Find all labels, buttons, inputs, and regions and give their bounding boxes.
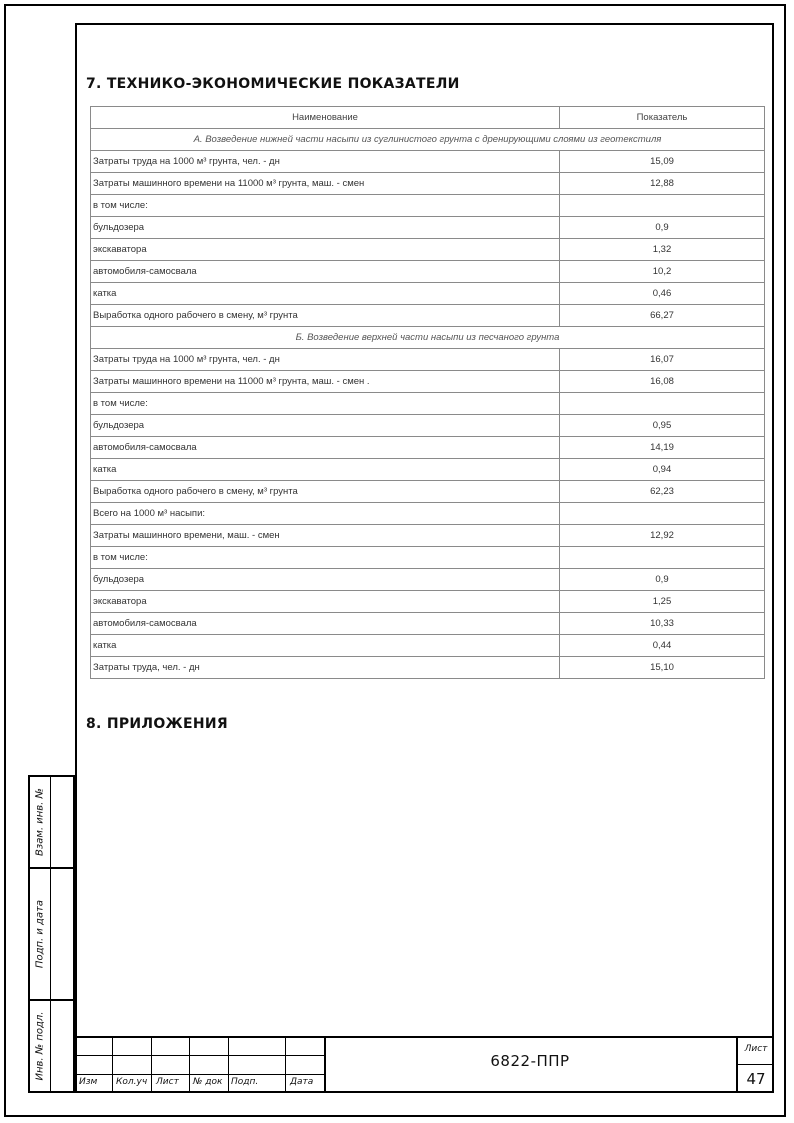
indicator-value: 16,07 (560, 349, 765, 371)
indicator-name: Всего на 1000 м³ насыпи: (91, 503, 560, 525)
indicator-value: 0,44 (560, 635, 765, 657)
table-row (91, 195, 765, 217)
indicators-table-body (91, 129, 765, 679)
indicator-name: в том числе: (91, 195, 560, 217)
section-caption: А. Возведение нижней части насыпи из суглинистого грунта с дренирующими слоями из геотекстиля (91, 129, 765, 151)
indicator-value: 0,94 (560, 459, 765, 481)
indicator-value (560, 547, 765, 569)
table-row (91, 569, 765, 591)
indicator-name: бульдозера (91, 415, 560, 437)
table-header-row (91, 107, 765, 129)
indicator-value: 1,25 (560, 591, 765, 613)
table-row (91, 459, 765, 481)
sheet-label: Лист (744, 1044, 768, 1054)
indicator-name: экскаватора (91, 591, 560, 613)
indicator-value: 15,09 (560, 151, 765, 173)
table-row (91, 217, 765, 239)
stamp-vzam-inv-label: Взам. инв. № (34, 788, 46, 856)
indicator-value: 0,9 (560, 569, 765, 591)
table-row (91, 393, 765, 415)
indicator-name: автомобиля-самосвала (91, 261, 560, 283)
tb-col-izm: Изм (79, 1077, 98, 1087)
table-row (91, 415, 765, 437)
indicator-value: 0,46 (560, 283, 765, 305)
indicator-name: бульдозера (91, 217, 560, 239)
table-row (91, 261, 765, 283)
indicator-value (560, 195, 765, 217)
table-row (91, 503, 765, 525)
indicator-name: катка (91, 635, 560, 657)
table-row (91, 173, 765, 195)
table-row (91, 239, 765, 261)
indicator-name: в том числе: (91, 393, 560, 415)
stamp-podp-data-label: Подп. и дата (34, 899, 46, 969)
indicator-name: Затраты труда, чел. - дн (91, 657, 560, 679)
table-row (91, 349, 765, 371)
table-row (91, 305, 765, 327)
indicator-value: 62,23 (560, 481, 765, 503)
table-row (91, 635, 765, 657)
indicator-name: Затраты машинного времени на 11000 м³ грунта, маш. - смен . (91, 371, 560, 393)
table-row (91, 657, 765, 679)
indicator-value: 66,27 (560, 305, 765, 327)
indicator-name: катка (91, 459, 560, 481)
indicator-name: автомобиля-самосвала (91, 613, 560, 635)
table-row (91, 547, 765, 569)
sheet-number: 47 (746, 1070, 766, 1088)
indicator-name: Затраты машинного времени на 11000 м³ грунта, маш. - смен (91, 173, 560, 195)
table-row (91, 525, 765, 547)
indicator-value: 16,08 (560, 371, 765, 393)
header-value: Показатель (560, 107, 765, 129)
indicator-value: 12,92 (560, 525, 765, 547)
indicator-name: Выработка одного рабочего в смену, м³ грунта (91, 481, 560, 503)
table-row (91, 283, 765, 305)
indicator-value: 0,9 (560, 217, 765, 239)
section-7-heading: 7. ТЕХНИКО-ЭКОНОМИЧЕСКИЕ ПОКАЗАТЕЛИ (86, 76, 460, 92)
stamp-inv-podl-label: Инв. № подл. (34, 1011, 46, 1081)
table-row (91, 437, 765, 459)
indicator-value: 14,19 (560, 437, 765, 459)
indicator-value (560, 503, 765, 525)
header-name: Наименование (91, 107, 560, 129)
stamp-vzam-inv (28, 775, 75, 869)
indicator-value: 0,95 (560, 415, 765, 437)
table-row (91, 481, 765, 503)
tb-col-list: Лист (156, 1077, 179, 1087)
indicator-value: 1,32 (560, 239, 765, 261)
indicator-value (560, 393, 765, 415)
section-caption: Б. Возведение верхней части насыпи из песчаного грунта (91, 327, 765, 349)
indicators-table (90, 106, 765, 679)
indicator-value: 15,10 (560, 657, 765, 679)
indicator-name: автомобиля-самосвала (91, 437, 560, 459)
indicator-name: Затраты машинного времени, маш. - смен (91, 525, 560, 547)
tb-col-n-dok: № док (193, 1077, 223, 1087)
indicator-name: бульдозера (91, 569, 560, 591)
section-8-heading: 8. ПРИЛОЖЕНИЯ (86, 716, 228, 732)
indicator-name: в том числе: (91, 547, 560, 569)
indicator-value: 10,2 (560, 261, 765, 283)
indicator-value: 10,33 (560, 613, 765, 635)
tb-col-podp: Подп. (231, 1077, 259, 1087)
table-row (91, 613, 765, 635)
indicator-name: Затраты труда на 1000 м³ грунта, чел. - дн (91, 151, 560, 173)
indicator-name: Затраты труда на 1000 м³ грунта, чел. - дн (91, 349, 560, 371)
tb-col-data: Дата (290, 1077, 314, 1087)
table-row (91, 371, 765, 393)
table-row (91, 151, 765, 173)
indicator-name: катка (91, 283, 560, 305)
table-section-row (91, 327, 765, 349)
indicator-name: экскаватора (91, 239, 560, 261)
indicator-value: 12,88 (560, 173, 765, 195)
table-section-row (91, 129, 765, 151)
indicator-name: Выработка одного рабочего в смену, м³ грунта (91, 305, 560, 327)
stamp-inv-podl (28, 999, 75, 1093)
tb-col-kol-uch: Кол.уч (116, 1077, 148, 1087)
stamp-podp-data (28, 867, 75, 1001)
document-code: 6822-ППР (490, 1052, 570, 1070)
table-row (91, 591, 765, 613)
